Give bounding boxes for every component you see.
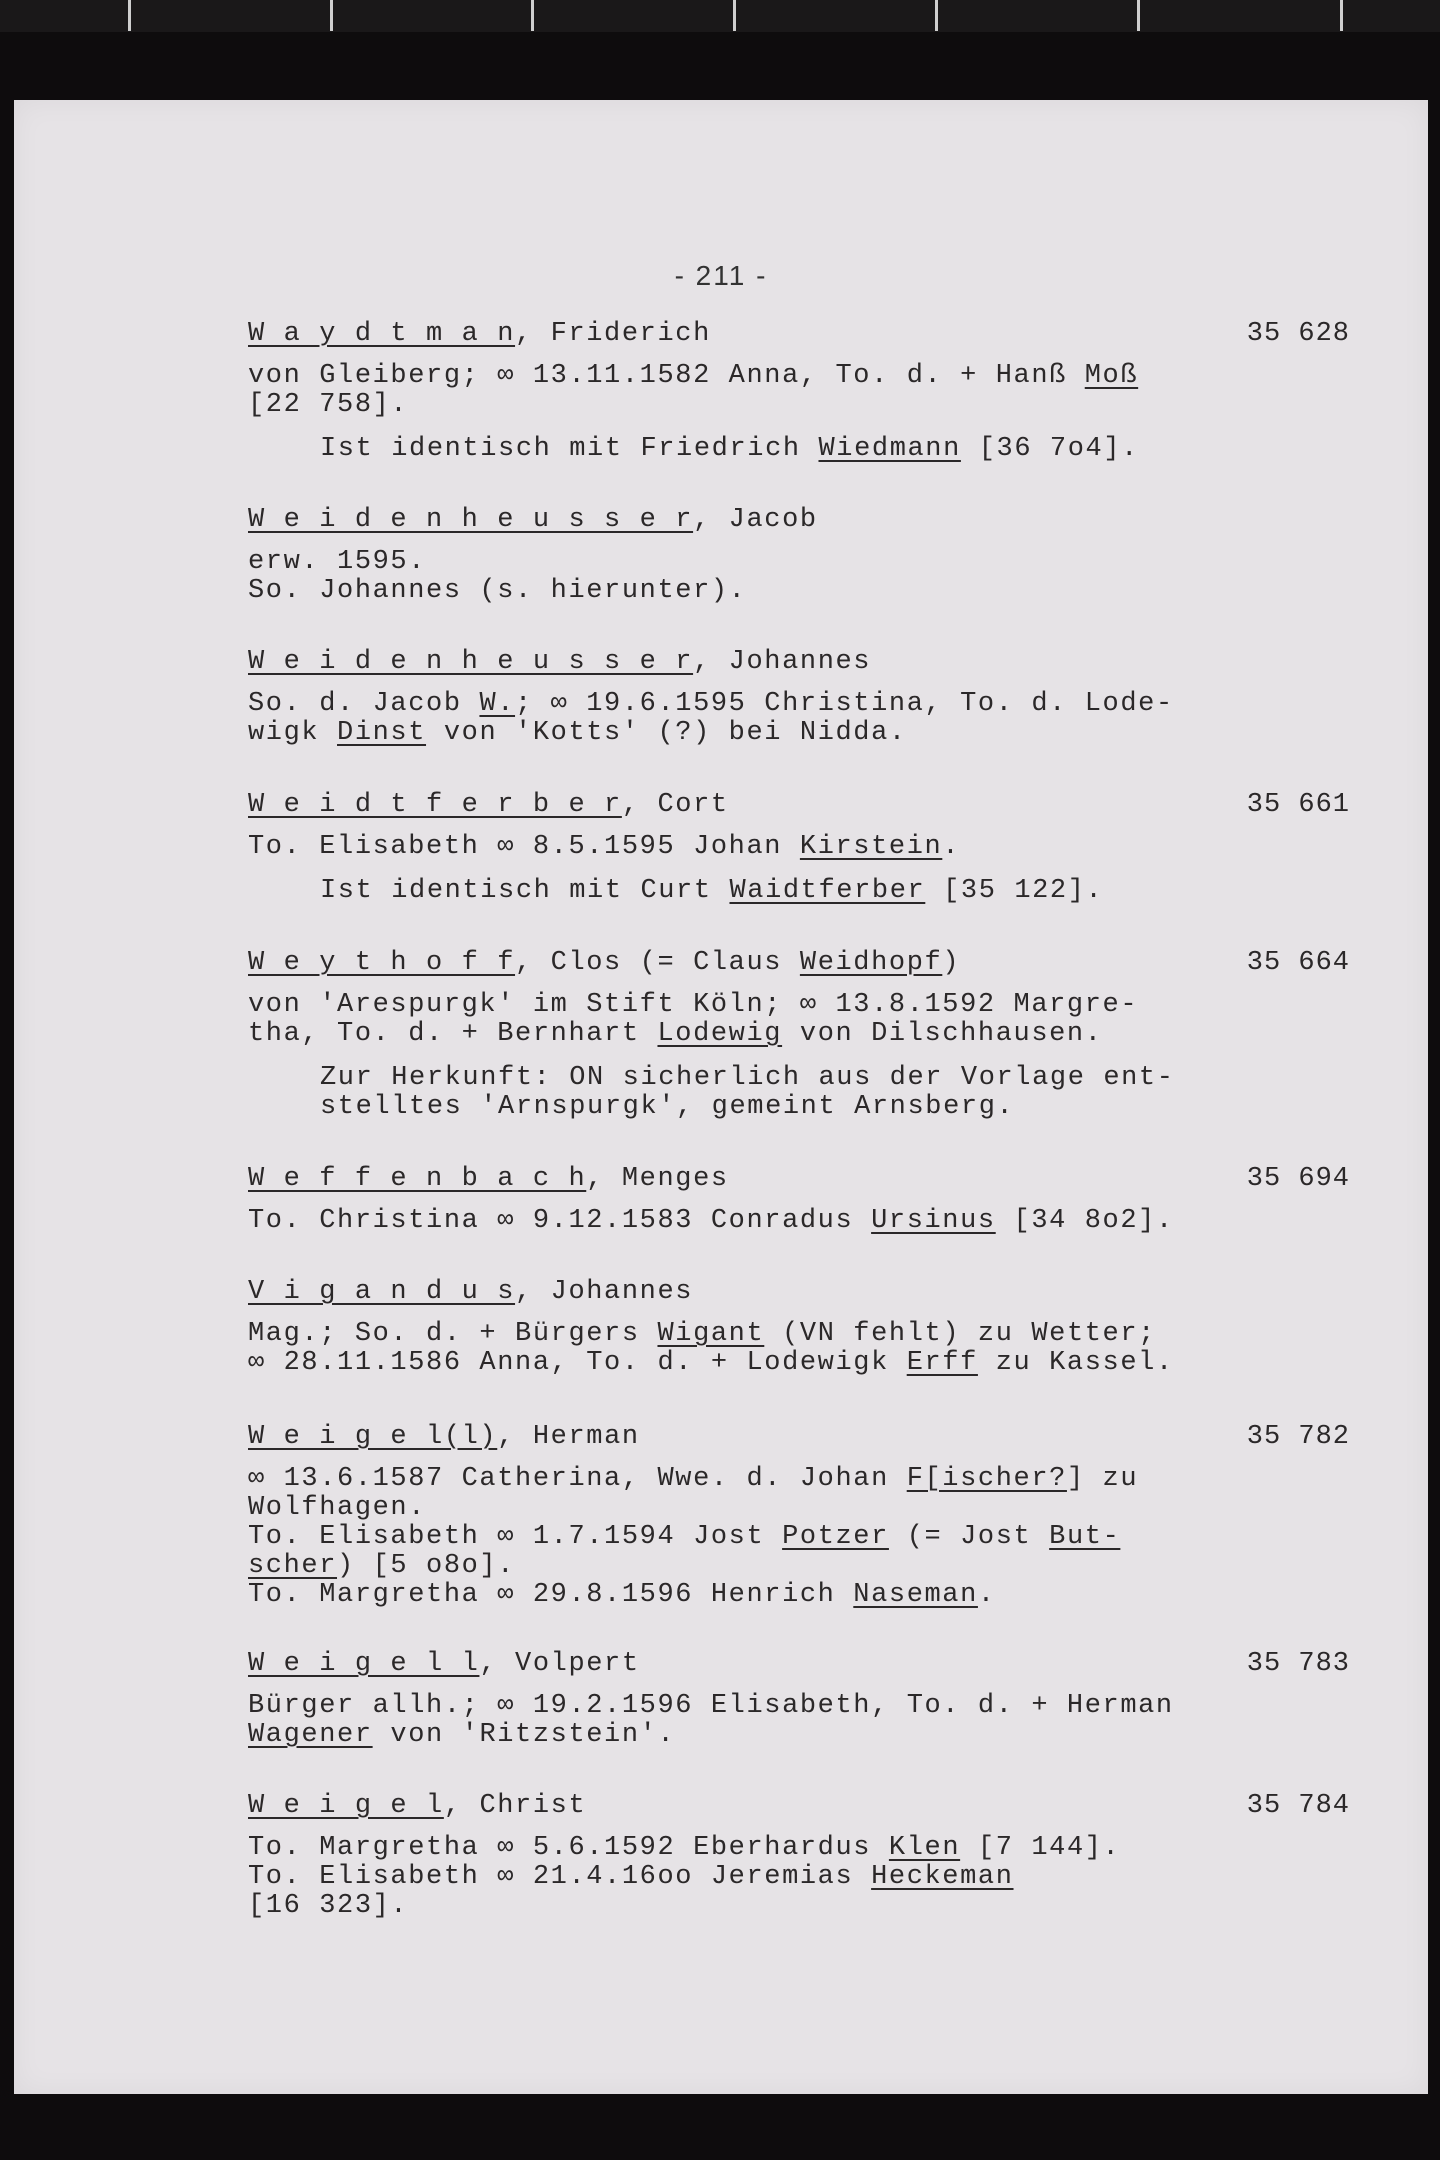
text-segment: ) [5 o8o]. — [337, 1551, 516, 1581]
text-segment: von 'Ritzstein'. — [372, 1720, 676, 1750]
text-segment: tha, To. d. + Bernhart — [248, 1019, 658, 1049]
text-segment: stelltes 'Arnspurgk', gemeint Arnsberg. — [320, 1092, 1015, 1122]
surname: W e i d e n h e u s s e r — [248, 505, 694, 535]
entry-number: 35 664 — [1246, 948, 1350, 978]
text-segment: To. Elisabeth ∞ 8.5.1595 Johan — [248, 832, 800, 862]
underlined-name: Waidtferber — [729, 876, 926, 906]
underlined-name: Lodewig — [657, 1019, 783, 1049]
underlined-name: Wagener — [248, 1720, 373, 1750]
entry-line — [248, 1320, 1350, 1349]
text-segment: . — [942, 832, 961, 862]
text-segment: Ist identisch mit Curt — [320, 876, 730, 906]
entry-heading — [248, 947, 1350, 979]
note-line — [320, 435, 1350, 464]
note-line — [320, 1093, 1350, 1122]
entry-line — [248, 1207, 1350, 1236]
text-segment: , Volpert — [479, 1649, 640, 1679]
entry-line — [248, 1581, 1350, 1610]
text-segment: To. Elisabeth ∞ 21.4.16oo Jeremias — [248, 1862, 872, 1892]
entry-line — [248, 991, 1350, 1020]
surname: W e i g e l l — [248, 1649, 480, 1679]
genealogy-entry — [248, 1421, 1350, 1610]
underlined-name: Kirstein — [799, 832, 943, 862]
entry-line — [248, 1552, 1350, 1581]
text-segment: So. d. Jacob — [248, 689, 480, 719]
entry-line — [248, 1465, 1350, 1494]
entry-note — [248, 877, 1350, 906]
page-number: - 211 - — [674, 260, 768, 291]
surname: W e i g e l(l) — [248, 1422, 498, 1452]
genealogy-entry — [248, 789, 1350, 906]
entry-heading — [248, 1163, 1350, 1195]
entry-line — [248, 833, 1350, 862]
text-segment: von Dilschhausen. — [782, 1019, 1103, 1049]
entry-line — [248, 1020, 1350, 1049]
entry-heading — [248, 1790, 1350, 1822]
underlined-name: scher — [248, 1551, 338, 1581]
entry-line — [248, 1863, 1350, 1892]
text-segment: , Herman — [497, 1422, 640, 1452]
underlined-name: Weidhopf — [799, 948, 943, 978]
text-segment: ] zu — [1066, 1464, 1139, 1494]
entry-line — [248, 1692, 1350, 1721]
genealogy-entry — [248, 318, 1350, 464]
text-segment: To. Elisabeth ∞ 1.7.1594 Jost — [248, 1522, 783, 1552]
text-segment: , Johannes — [515, 1277, 694, 1307]
entry-line — [248, 1523, 1350, 1552]
entry-line — [248, 690, 1350, 719]
entry-line — [248, 391, 1350, 420]
text-segment: [36 7o4]. — [960, 434, 1139, 464]
surname: W e y t h o f f — [248, 948, 516, 978]
text-segment: , Cort — [621, 790, 729, 820]
underlined-name: Potzer — [782, 1522, 889, 1552]
underlined-name: Wiedmann — [818, 434, 961, 464]
text-segment: So. Johannes (s. hierunter). — [248, 576, 747, 606]
text-segment: . — [977, 1580, 996, 1610]
underlined-name: F[ischer? — [906, 1464, 1067, 1494]
underlined-name: Heckeman — [871, 1862, 1014, 1892]
underlined-name: But- — [1049, 1522, 1121, 1552]
genealogy-entry — [248, 1790, 1350, 1921]
underlined-name: Dinst — [337, 718, 427, 748]
text-segment: , Clos (= Claus — [515, 948, 800, 978]
entry-heading — [248, 1648, 1350, 1680]
ruler-tick — [935, 0, 938, 31]
entry-line — [248, 1892, 1350, 1921]
text-segment: (VN fehlt) zu Wetter; — [764, 1319, 1156, 1349]
text-segment: von Gleiberg; ∞ 13.11.1582 Anna, To. d. + Hanß — [248, 361, 1085, 391]
entry-line — [248, 1834, 1350, 1863]
note-line — [320, 1064, 1350, 1093]
text-segment: , Friderich — [515, 319, 711, 349]
ruler-tick — [1340, 0, 1343, 31]
genealogy-entry — [248, 947, 1350, 1122]
ruler-tick — [330, 0, 333, 31]
entry-line — [248, 362, 1350, 391]
entry-number: 35 784 — [1246, 1791, 1350, 1821]
entry-number: 35 661 — [1246, 790, 1350, 820]
ruler-tick — [128, 0, 131, 31]
text-segment: (= Jost — [888, 1522, 1050, 1552]
text-segment: Ist identisch mit Friedrich — [320, 434, 819, 464]
text-segment: ∞ 13.6.1587 Catherina, Wwe. d. Johan — [248, 1464, 907, 1494]
ruler-tick — [1137, 0, 1140, 31]
text-segment: Wolfhagen. — [248, 1493, 427, 1523]
underlined-name: Moß — [1084, 361, 1139, 391]
entry-line — [248, 577, 1350, 606]
entry-line — [248, 1349, 1350, 1378]
entry-line — [248, 1494, 1350, 1523]
ruler-tick — [733, 0, 736, 31]
entry-number: 35 783 — [1246, 1649, 1350, 1679]
entry-heading — [248, 789, 1350, 821]
entry-heading — [248, 1421, 1350, 1453]
underlined-name: Erff — [906, 1348, 978, 1378]
text-segment: , Johannes — [693, 647, 872, 677]
entry-note — [248, 1064, 1350, 1122]
text-segment: , Menges — [586, 1164, 729, 1194]
underlined-name: Wigant — [657, 1319, 765, 1349]
text-segment: [22 758]. — [248, 390, 409, 420]
entry-note — [248, 435, 1350, 464]
underlined-name: Naseman — [853, 1580, 978, 1610]
surname: W a y d t m a n — [248, 319, 516, 349]
underlined-name: W. — [479, 689, 516, 719]
entry-heading — [248, 318, 1350, 350]
surname: W e i d t f e r b e r — [248, 790, 622, 820]
entry-line — [248, 1721, 1350, 1750]
entry-number: 35 694 — [1246, 1164, 1350, 1194]
entry-heading — [248, 504, 1350, 536]
text-segment: von 'Arespurgk' im Stift Köln; ∞ 13.8.1592 Margre- — [248, 990, 1139, 1020]
text-segment: Zur Herkunft: ON sicherlich aus der Vorlage ent- — [320, 1063, 1175, 1093]
surname: W e i d e n h e u s s e r — [248, 647, 694, 677]
text-segment: To. Margretha ∞ 5.6.1592 Eberhardus — [248, 1833, 889, 1863]
underlined-name: Ursinus — [871, 1206, 996, 1236]
text-segment: To. Margretha ∞ 29.8.1596 Henrich — [248, 1580, 854, 1610]
text-segment: von 'Kotts' (?) bei Nidda. — [426, 718, 907, 748]
surname: W e f f e n b a c h — [248, 1164, 587, 1194]
text-segment: Bürger allh.; ∞ 19.2.1596 Elisabeth, To. d. + Herman — [248, 1691, 1174, 1721]
text-segment: Mag.; So. d. + Bürgers — [248, 1319, 658, 1349]
genealogy-entry — [248, 1276, 1350, 1378]
genealogy-entry — [248, 1163, 1350, 1236]
text-segment: To. Christina ∞ 9.12.1583 Conradus — [248, 1206, 872, 1236]
text-segment: ∞ 28.11.1586 Anna, To. d. + Lodewigk — [248, 1348, 907, 1378]
note-line — [320, 877, 1350, 906]
text-segment: ; ∞ 19.6.1595 Christina, To. d. Lode- — [515, 689, 1174, 719]
text-segment: , Jacob — [693, 505, 818, 535]
scanner-ruler — [0, 0, 1440, 32]
entry-heading — [248, 646, 1350, 678]
text-segment: zu Kassel. — [977, 1348, 1174, 1378]
entry-number: 35 628 — [1246, 319, 1350, 349]
ruler-tick — [531, 0, 534, 31]
surname: W e i g e l — [248, 1791, 444, 1821]
underlined-name: Klen — [888, 1833, 961, 1863]
surname: V i g a n d u s — [248, 1277, 516, 1307]
text-segment: [7 144]. — [960, 1833, 1121, 1863]
text-segment: [16 323]. — [248, 1891, 409, 1921]
entry-number: 35 782 — [1246, 1422, 1350, 1452]
entry-line — [248, 548, 1350, 577]
text-segment: [34 8o2]. — [995, 1206, 1174, 1236]
entry-line — [248, 719, 1350, 748]
text-segment: erw. 1595. — [248, 547, 427, 577]
genealogy-entry — [248, 1648, 1350, 1750]
text-segment: , Christ — [443, 1791, 587, 1821]
genealogy-entry — [248, 646, 1350, 748]
text-segment: ) — [942, 948, 961, 978]
entry-heading — [248, 1276, 1350, 1308]
text-segment: wigk — [248, 718, 338, 748]
text-segment: [35 122]. — [925, 876, 1104, 906]
genealogy-entry — [248, 504, 1350, 606]
